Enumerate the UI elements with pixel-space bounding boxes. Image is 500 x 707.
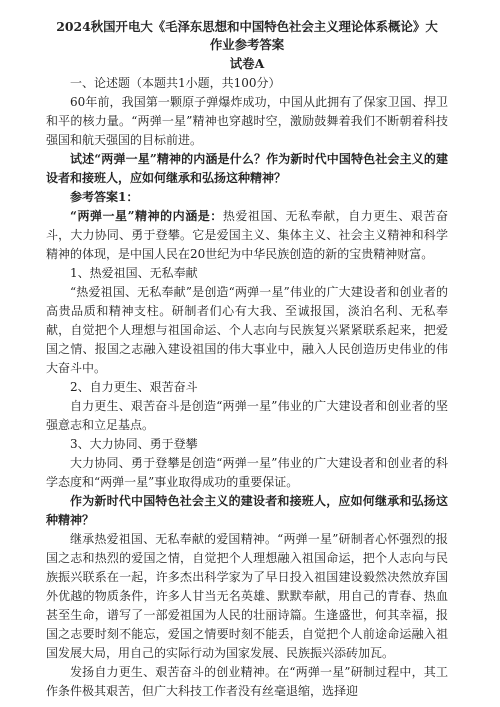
answer-text: 热爱祖国、无私奉献，自力更生、艰苦奋斗，大力协同、勇于登攀。它是爱国主义、集体主义、社会主义精神和科学精神的体现，是中国人民在20世纪为中华民族创造的新的宝贵精神财富。 — [46, 209, 448, 261]
intro-paragraph: 60年前，我国第一颗原子弹爆炸成功，中国从此拥有了保家卫国、捍卫和平的核力量。“两弹一星”精神也穿越时空，激励鼓舞着我们不断朝着科技强国和航天强国的目标前进。 — [46, 95, 448, 147]
exam-label: 试卷A — [229, 56, 265, 71]
answer-label: 参考答案1： — [70, 190, 139, 204]
point-3-heading: 3、大力协同、勇于登攀 — [70, 437, 198, 451]
answer-lead: “两弹一星”精神的内涵是： — [70, 209, 223, 223]
point-3-text: 大力协同、勇于登攀是创造“两弹一星”伟业的广大建设者和创业者的科学态度和“两弹一星”事业取得成功的重要保证。 — [46, 456, 448, 489]
point-1-heading: 1、热爱祖国、无私奉献 — [70, 266, 198, 280]
point-1-text: “热爱祖国、无私奉献”是创造“两弹一星”伟业的广大建设者和创业者的高贵品质和精神支柱。研制者们心有大我、至诚报国，淡泊名利、无私奉献，自觉把个人理想与祖国命运、个人志向与民族复兴紧紧联系起来，把爱国之情、报国之志融入建设祖国的伟大事业中，融入人民创造历史伟业的伟大奋斗中。 — [46, 285, 448, 375]
point-2-heading: 2、自力更生、艰苦奋斗 — [70, 380, 198, 394]
question-2-paragraph-2: 发扬自力更生、艰苦奋斗的创业精神。在“两弹一星”研制过程中，其工作条件极其艰苦，但广大科技工作者没有丝毫退缩，选择迎 — [46, 665, 448, 698]
question-2-heading: 作为新时代中国特色社会主义的建设者和接班人，应如何继承和弘扬这种精神？ — [46, 494, 448, 527]
section-heading: 一、论述题（本题共1小题，共100分） — [70, 76, 281, 90]
answer-paragraph-1 — [46, 207, 448, 264]
document-title: 2024秋国开电大《毛泽东思想和中国特色社会主义理论体系概论》大作业参考答案 — [56, 19, 438, 52]
question-2-paragraph-1: 继承热爱祖国、无私奉献的爱国精神。“两弹一星”研制者心怀强烈的报国之志和热烈的爱国之情，自觉把个人理想融入祖国命运，把个人志向与民族振兴联系在一起，许多杰出科学家为了早日投入祖国建设毅然决然放弃国外优越的物质条件，许多人甘当无名英雄、默默奉献，用自己的青春、热血甚至生命，谱写了一部爱祖国为人民的壮丽诗篇。生逢盛世，何其幸福，报国之志要时刻不能忘，爱国之情要时刻不能丢，自觉把个人前途命运融入祖国发展大局，用自己的实际行动为国家发展、民族振兴添砖加瓦。 — [46, 532, 448, 660]
question-text: 试述“两弹一星”精神的内涵是什么？作为新时代中国特色社会主义的建设者和接班人，应如何继承和弘扬这种精神？ — [46, 152, 448, 185]
point-2-text: 自力更生、艰苦奋斗是创造“两弹一星”伟业的广大建设者和创业者的坚强意志和立足基点。 — [46, 399, 448, 432]
